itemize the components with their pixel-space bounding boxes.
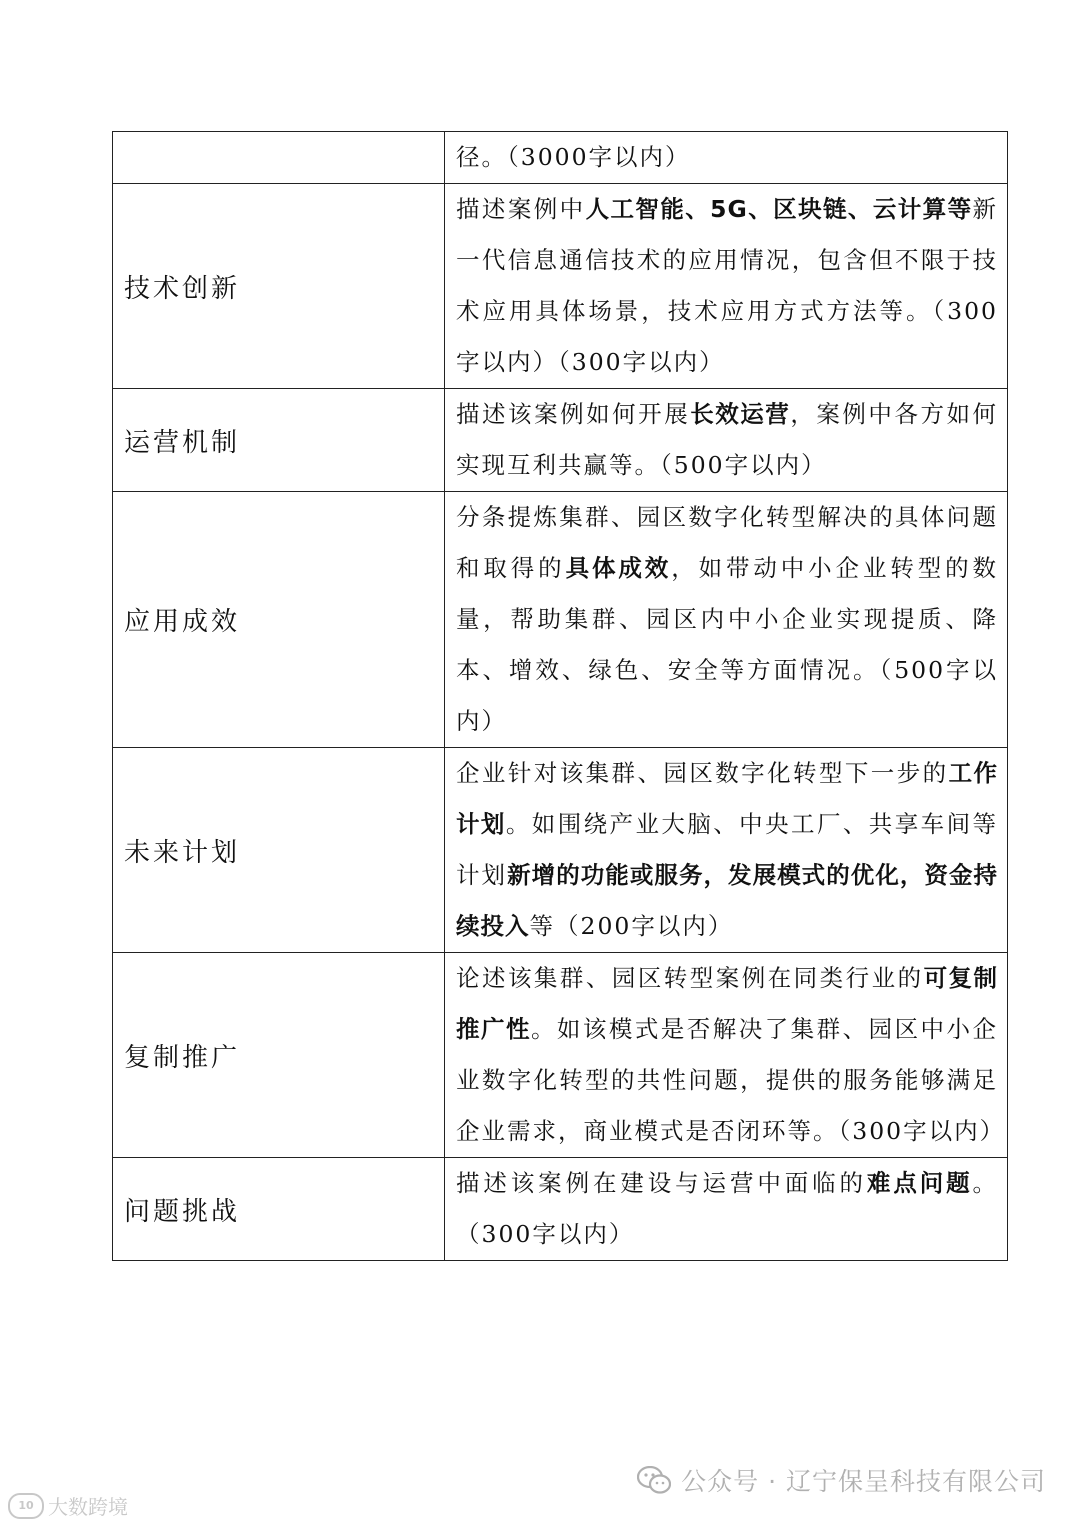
row-label: 技术创新 [113,184,445,389]
row-description [445,953,1008,1158]
row-label: 运营机制 [113,389,445,492]
row-label [113,132,445,184]
emphasis-text: 难点问题 [866,1169,973,1197]
row-description [445,748,1008,953]
emphasis-text: 人工智能、5G、区块链、云计算等 [585,195,973,223]
emphasis-text: 工作计划 [456,759,999,838]
row-label: 问题挑战 [113,1158,445,1261]
row-description [445,1158,1008,1261]
table-row [113,389,1008,492]
description-text: 企业针对该集群、园区数字化转型下一步的 [456,759,949,787]
requirements-table [112,131,1008,1261]
description-text: 新一代信息通信技术的应用情况，包含但不限于技术应用具体场景，技术应用方式方法等。（300字以内）（300字以内） [456,195,999,376]
emphasis-text: 可复制推广性 [456,964,999,1043]
table-row [113,953,1008,1158]
row-description [445,184,1008,389]
row-description [445,492,1008,748]
description-text: 。如围绕产业大脑、中央工厂、共享车间等计划 [456,810,999,889]
emphasis-text: 具体成效 [565,554,672,582]
description-text: 描述案例中 [456,195,586,223]
watermark-left [8,1491,128,1520]
description-text: 描述该案例在建设与运营中面临的 [456,1169,867,1197]
watermark-account-text: 公众号 · 辽宁保呈科技有限公司 [681,1467,1046,1496]
description-text: 描述该案例如何开展 [456,400,691,428]
table-row [113,184,1008,389]
row-label: 未来计划 [113,748,445,953]
table-row [113,492,1008,748]
description-text: 分条提炼集群、园区数字化转型解决的具体问题和取得的 [456,503,998,582]
row-description [445,389,1008,492]
description-text: 。（300字以内） [456,1169,999,1248]
emphasis-text: 长效运营 [690,400,791,428]
table-row [113,1158,1008,1261]
description-text: ，如带动中小企业转型的数量，帮助集群、园区内中小企业实现提质、降本、增效、绿色、安全等方面情况。（500字以内） [456,554,999,735]
description-text: ，案例中各方如何实现互利共赢等。（500字以内） [456,400,999,479]
row-label: 应用成效 [113,492,445,748]
table-row [113,132,1008,184]
table-row [113,748,1008,953]
table-body [113,132,1008,1261]
description-text: 等（200字以内） [529,912,734,940]
wechat-icon [637,1466,671,1494]
row-description [445,132,1008,184]
brand-logo-icon: 10 [8,1493,44,1519]
emphasis-text: 新增的功能或服务，发展模式的优化，资金持续投入 [456,861,999,940]
description-text: 径。（3000字以内） [456,143,691,171]
watermark-brand-text: 大数跨境 [48,1495,128,1519]
description-text: 。如该模式是否解决了集群、园区中小企业数字化转型的共性问题，提供的服务能够满足企业需求，商业模式是否闭环等。（300字以内） [456,1015,1006,1145]
description-text: 论述该集群、园区转型案例在同类行业的 [456,964,924,992]
row-label: 复制推广 [113,953,445,1158]
watermark-right [637,1462,1046,1498]
